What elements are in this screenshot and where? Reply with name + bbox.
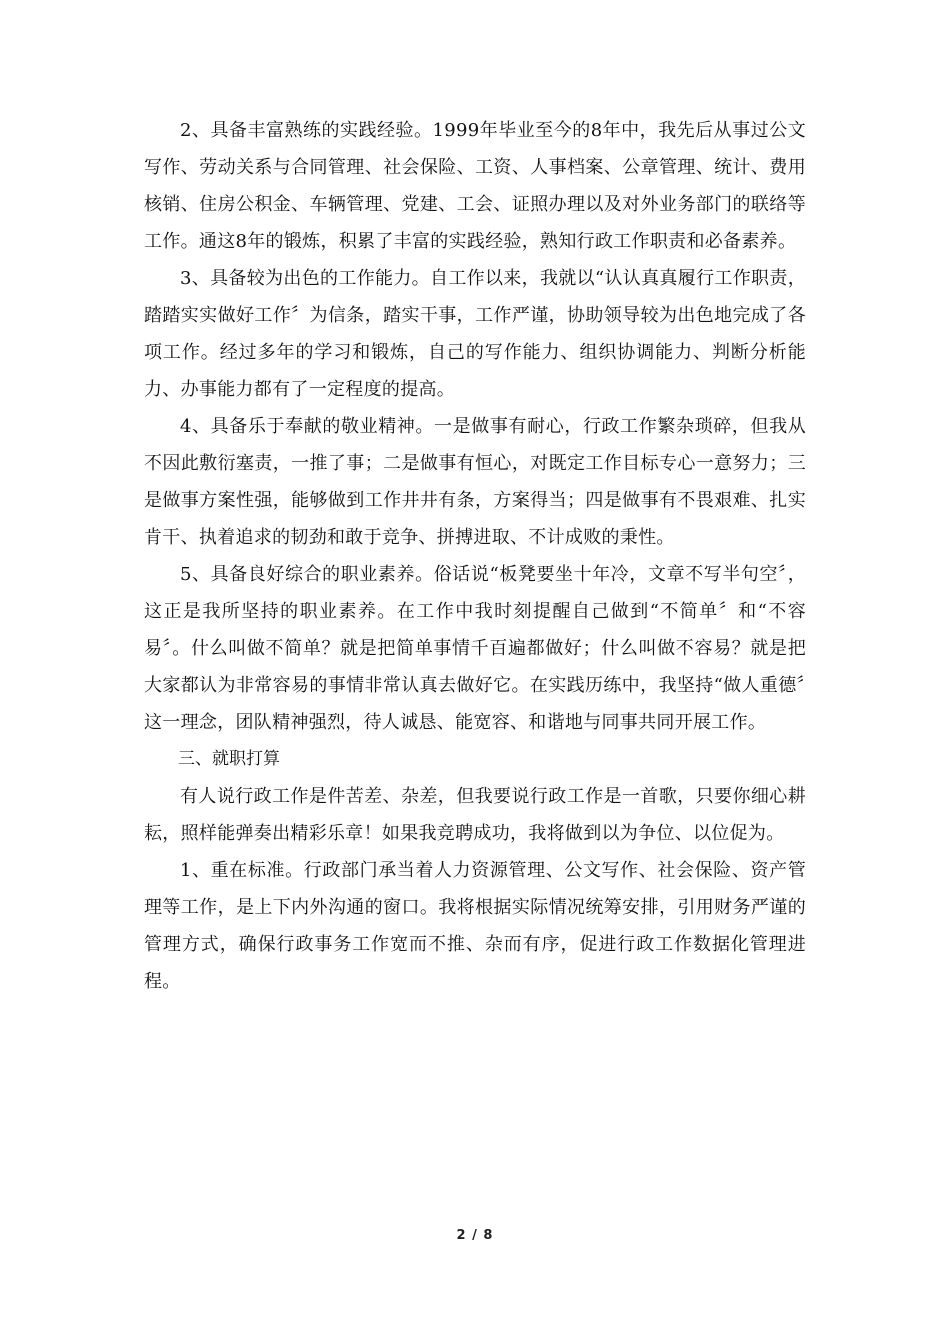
page-number: 2 / 8 <box>456 1228 494 1243</box>
paragraph-standards: 1、重在标准。行政部门承当着人力资源管理、公文写作、社会保险、资产管理等工作，是上下内外沟通的窗口。我将根据实际情况统筹安排，引用财务严谨的管理方式，确保行政事务工作宽而不推、杂而有序，促进行政工作数据化管理进程。 <box>144 860 806 992</box>
paragraph-intro-plan: 有人说行政工作是件苦差、杂差，但我要说行政工作是一首歌，只要你细心耕耘，照样能弹奏出精彩乐章！如果我竞聘成功，我将做到以为争位、以位促为。 <box>144 786 806 844</box>
paragraph-professionalism: 5、具备良好综合的职业素养。俗话说“板凳要坐十年冷，文章不写半句空〞，这正是我所坚持的职业素养。在工作中我时刻提醒自己做到“不简单〞和“不容易〞。什么叫做不简单？就是把简单事情千百遍都做好；什么叫做不容易？就是把大家都认为非常容易的事情非常认真去做好它。在实践历练中，我坚持“做人重德〞这一理念，团队精神强烈，待人诚恳、能宽容、和谐地与同事共同开展工作。 <box>144 564 806 733</box>
paragraph-dedication: 4、具备乐于奉献的敬业精神。一是做事有耐心，行政工作繁杂琐碎，但我从不因此敷衍塞责，一推了事；二是做事有恒心，对既定工作目标专心一意努力；三是做事方案性强，能够做到工作井井有条，方案得当；四是做事有不畏艰难、扎实肯干、执着追求的韧劲和敢于竞争、拼搏进取、不计成败的秉性。 <box>144 416 806 548</box>
paragraph-ability: 3、具备较为出色的工作能力。自工作以来，我就以“认认真真履行工作职责，踏踏实实做好工作〞为信条，踏实干事，工作严谨，协助领导较为出色地完成了各项工作。经过多年的学习和锻炼，自己的写作能力、组织协调能力、判断分析能力、办事能力都有了一定程度的提高。 <box>144 268 806 400</box>
document-body <box>144 112 806 1000</box>
paragraph-experience: 2、具备丰富熟练的实践经验。1999年毕业至今的8年中，我先后从事过公文写作、劳动关系与合同管理、社会保险、工资、人事档案、公章管理、统计、费用核销、住房公积金、车辆管理、党建、工会、证照办理以及对外业务部门的联络等工作。通这8年的锻炼，积累了丰富的实践经验，熟知行政工作职责和必备素养。 <box>144 120 806 252</box>
section-heading: 三、就职打算 <box>178 749 280 769</box>
